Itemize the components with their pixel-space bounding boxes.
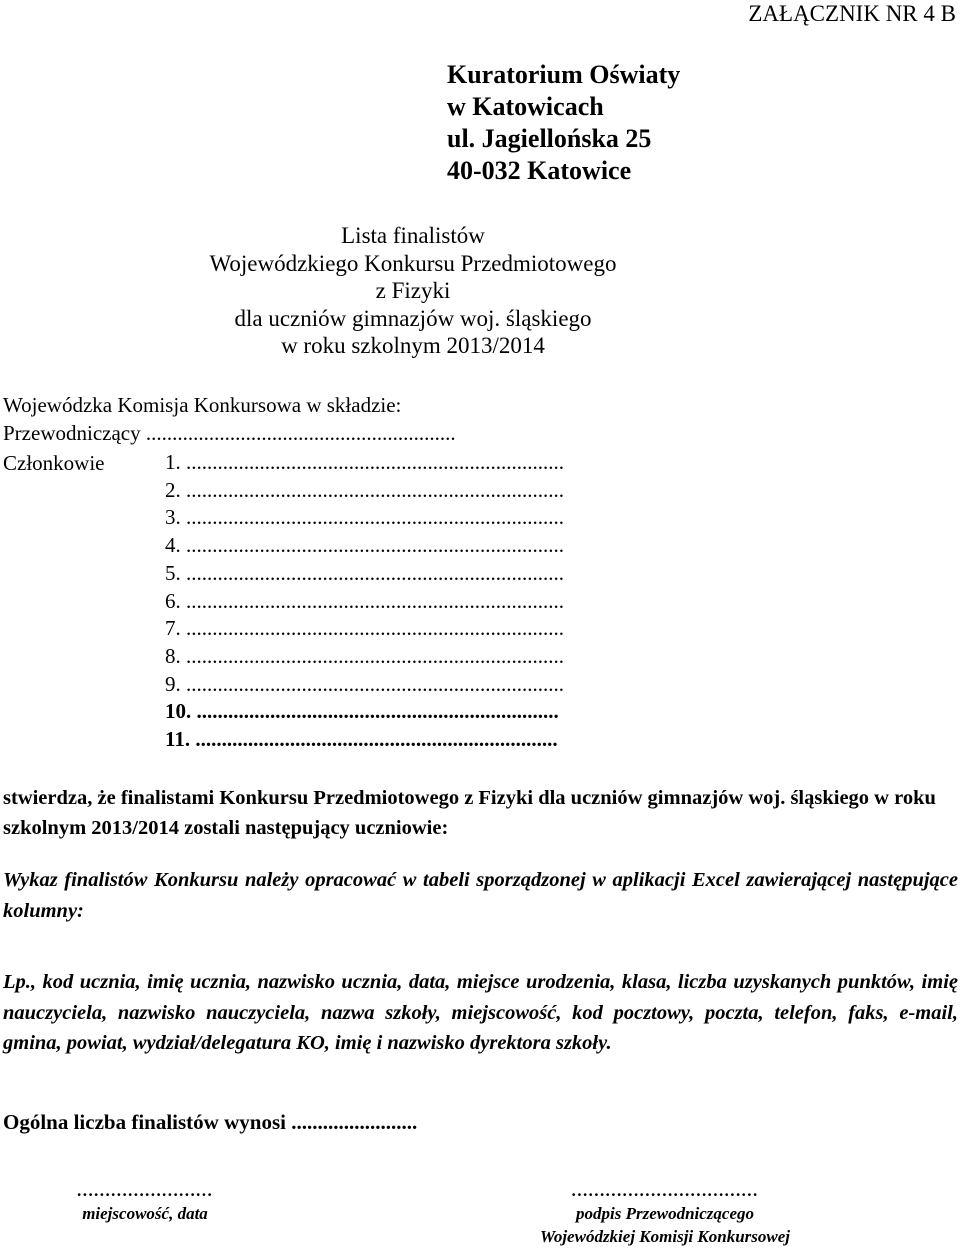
member-line: 11. ..................................................................... — [165, 727, 558, 752]
signature-caption: podpis Przewodniczącego — [575, 1204, 755, 1223]
member-line: 8. ........................................................................ — [165, 643, 564, 668]
member-line: 10. ..................................................................... — [165, 699, 559, 724]
addressee-line: ul. Jagiellońska 25 — [447, 124, 652, 153]
signature-caption: Wojewódzkiej Komisji Konkursowej — [539, 1227, 790, 1246]
title-line: w roku szkolnym 2013/2014 — [281, 333, 545, 358]
attachment-label: ZAŁĄCZNIK NR 4 B — [748, 1, 956, 26]
addressee-line: Kuratorium Oświaty — [447, 60, 681, 89]
member-line: 3. ........................................................................ — [165, 505, 564, 530]
member-line: 6. ........................................................................ — [165, 588, 564, 613]
members-label: Członkowie — [3, 451, 105, 475]
chair-field: Przewodniczący ........................................................... — [3, 421, 456, 445]
member-line: 7. ........................................................................ — [165, 616, 564, 641]
title-line: Lista finalistów — [341, 223, 485, 248]
statement-paragraph: stwierdza, że finalistami Konkursu Przedmiotowego z Fizyki dla uczniów gimnazjów woj. śląskiego w roku szkolnym 2013/2014 zostali następujący uczniowie: — [3, 787, 936, 839]
commission-heading: Wojewódzka Komisja Konkursowa w składzie: — [3, 393, 402, 417]
signature-dots: …………………… — [77, 1181, 213, 1200]
addressee-line: w Katowicach — [447, 92, 604, 121]
place-date-signature — [60, 1179, 230, 1225]
signature-dots: …………………………… — [571, 1181, 759, 1200]
member-line: 4. ........................................................................ — [165, 533, 564, 558]
addressee-block — [447, 59, 680, 187]
members-list — [165, 449, 564, 754]
member-line: 9. ........................................................................ — [165, 671, 564, 696]
total-finalists-line: Ogólna liczba finalistów wynosi ........................ — [3, 1110, 418, 1134]
member-line: 5. ........................................................................ — [165, 560, 564, 585]
member-line: 1. ........................................................................ — [165, 450, 564, 474]
signature-caption: miejscowość, data — [82, 1204, 208, 1223]
title-line: Wojewódzkiego Konkursu Przedmiotowego — [209, 250, 617, 276]
document-title — [0, 222, 826, 360]
member-line: 2. ........................................................................ — [165, 477, 564, 502]
addressee-line: 40-032 Katowice — [447, 156, 632, 185]
chair-signature — [500, 1179, 830, 1248]
title-line: dla uczniów gimnazjów woj. śląskiego — [234, 305, 592, 331]
instruction-paragraph: Wykaz finalistów Konkursu należy opracować w tabeli sporządzonej w aplikacji Excel zawierającej następujące kolumny: — [3, 869, 958, 922]
columns-paragraph: Lp., kod ucznia, imię ucznia, nazwisko ucznia, data, miejsce urodzenia, klasa, liczba uzyskanych punktów, imię nauczyciela, nazwisko nauczyciela, nazwa szkoły, miejscowość, kod pocztowy, poczta, telefon, faks, e-mail, gmina, powiat, wydział/delegatura KO, imię i nazwisko dyrektora szkoły. — [3, 971, 958, 1054]
title-line: z Fizyki — [375, 278, 451, 303]
